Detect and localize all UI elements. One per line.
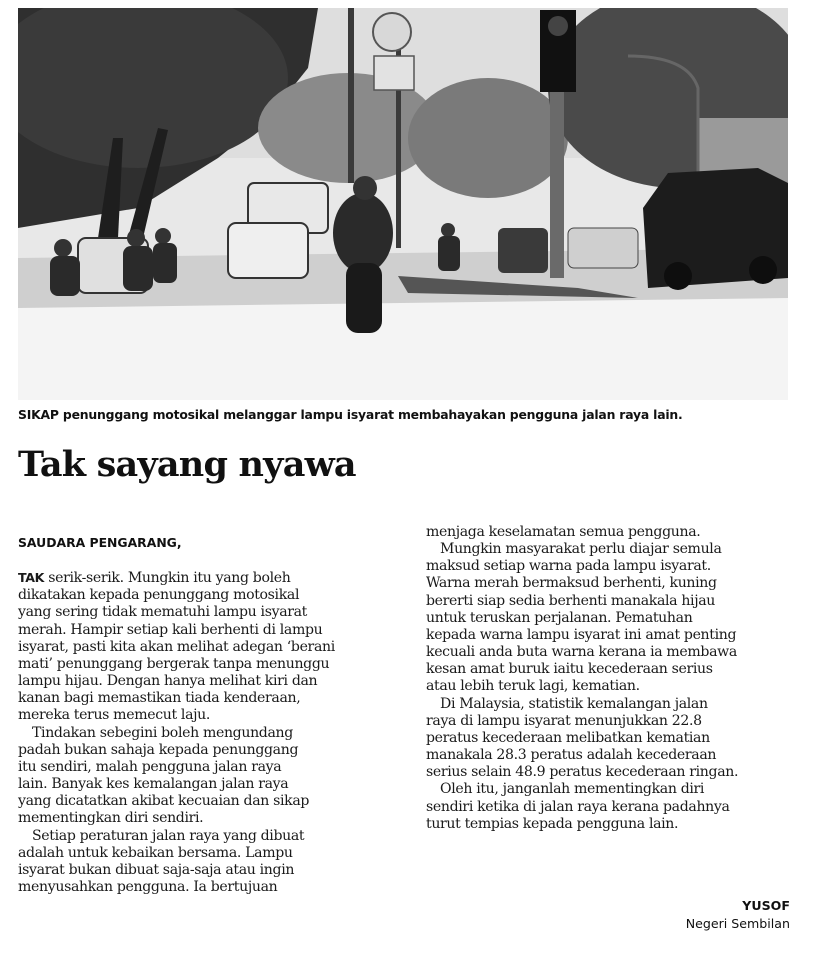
text-line: merah. Hampir setiap kali berhenti di lampu: [18, 621, 323, 638]
text-line: turut tempias kepada pengguna lain.: [426, 815, 679, 832]
salutation: SAUDARA PENGARANG,: [18, 535, 182, 550]
photo-caption: [18, 407, 798, 422]
text-line: maksud setiap warna pada lampu isyarat.: [426, 558, 711, 575]
text-line: lain. Banyak kes kemalangan jalan raya: [18, 776, 289, 793]
text-line: Warna merah bermaksud berhenti, kuning: [426, 575, 717, 592]
signature: [686, 898, 790, 931]
author-location: Negeri Sembilan: [685, 916, 790, 931]
text-line: serius selain 48.9 peratus kecederaan ringan.: [426, 764, 739, 781]
text-line: TAK serik-serik. Mungkin itu yang boleh: [18, 570, 291, 587]
text-line: mati’ penunggang bergerak tanpa menunggu: [18, 655, 330, 672]
text-line: peratus kecederaan melibatkan kematian: [426, 729, 710, 746]
text-line: yang dicatatkan akibat kecuaian dan sikap: [18, 793, 310, 810]
text-line: Tindakan sebegini boleh mengundang: [32, 724, 293, 741]
right-column: [426, 524, 798, 833]
text-line: kesan amat buruk iaitu kecederaan serius: [426, 661, 713, 678]
left-column: [18, 524, 400, 896]
text-line: manakala 28.3 peratus adalah kecederaan: [426, 747, 717, 764]
text-line: sendiri ketika di jalan raya kerana padahnya: [426, 798, 730, 815]
text-line: adalah untuk kebaikan bersama. Lampu: [18, 844, 293, 861]
text-line: raya di lampu isyarat menunjukkan 22.8: [426, 712, 702, 729]
text-line: Setiap peraturan jalan raya yang dibuat: [32, 827, 305, 844]
text-line: menjaga keselamatan semua pengguna.: [426, 524, 701, 540]
text-line: kepada warna lampu isyarat ini amat penting: [426, 626, 737, 643]
text-line: isyarat bukan dibuat saja-saja atau ingin: [18, 861, 295, 878]
text-line: lampu hijau. Dengan hanya melihat kiri dan: [18, 673, 318, 690]
author-name: YUSOF: [742, 898, 790, 913]
text-line: Oleh itu, janganlah mementingkan diri: [440, 781, 705, 798]
lead-word: TAK: [18, 570, 45, 586]
text-line: mereka terus memecut laju.: [18, 707, 210, 724]
caption-lead: SIKAP: [18, 407, 59, 422]
street-photo: [18, 8, 788, 400]
text-line: yang sering tidak mematuhi lampu isyarat: [18, 604, 307, 621]
caption-text: penunggang motosikal melanggar lampu isyarat membahayakan pengguna jalan raya lain.: [58, 407, 683, 422]
page-title: Tak sayang nyawa: [18, 444, 356, 485]
text-line: kanan bagi memastikan tiada kenderaan,: [18, 690, 301, 707]
street-photo-icon: [18, 8, 788, 400]
text-line: kecuali anda buta warna kerana ia membawa: [426, 644, 737, 661]
text-line: untuk teruskan perjalanan. Pematuhan: [426, 609, 693, 626]
text-line: bererti siap sedia berhenti manakala hijau: [426, 592, 716, 609]
text-line: mementingkan diri sendiri.: [18, 810, 204, 827]
text-line: itu sendiri, malah pengguna jalan raya: [18, 758, 282, 775]
text-line: atau lebih teruk lagi, kematian.: [426, 678, 640, 695]
text-line: dikatakan kepada penunggang motosikal: [18, 587, 300, 604]
text-line: Di Malaysia, statistik kemalangan jalan: [440, 695, 708, 712]
text-line: isyarat, pasti kita akan melihat adegan ‘berani: [18, 638, 335, 655]
text-line: menyusahkan pengguna. Ia bertujuan: [18, 878, 278, 895]
text-line: padah bukan sahaja kepada penunggang: [18, 741, 299, 758]
text-line: Mungkin masyarakat perlu diajar semula: [440, 541, 722, 558]
